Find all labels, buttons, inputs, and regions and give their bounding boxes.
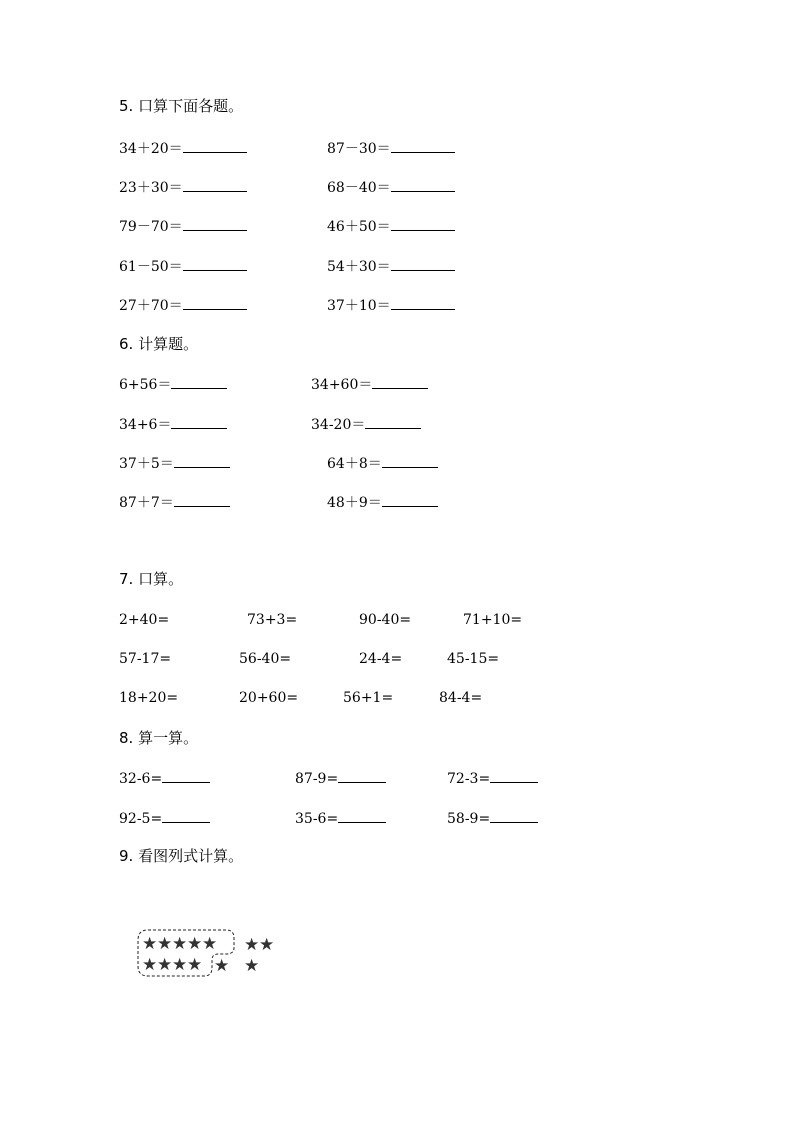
- problem-7-1: 2+40=: [119, 612, 170, 628]
- star-icon: ★: [157, 955, 173, 975]
- answer-blank[interactable]: [171, 374, 227, 389]
- star-icon: ★: [142, 934, 158, 954]
- problem-5-5: 79－70＝: [119, 216, 247, 236]
- problem-6-5: 37＋5＝: [119, 453, 230, 473]
- problem-6-3: 34+6＝: [119, 414, 227, 434]
- problem-8-5: 35-6=: [295, 808, 386, 828]
- answer-blank[interactable]: [382, 453, 438, 468]
- answer-blank[interactable]: [391, 256, 455, 271]
- problem-7-5: 57-17=: [119, 651, 172, 667]
- star-icon: ★: [244, 956, 260, 976]
- star-icon: ★: [214, 956, 230, 976]
- star-icon: ★: [142, 955, 158, 975]
- star-icon: ★: [172, 934, 188, 954]
- answer-blank[interactable]: [391, 216, 455, 231]
- section-6-heading: 6. 计算题。: [119, 335, 199, 353]
- answer-blank[interactable]: [162, 768, 210, 783]
- problem-6-8: 48＋9＝: [327, 492, 438, 512]
- star-icon: ★: [187, 934, 203, 954]
- answer-blank[interactable]: [183, 138, 247, 153]
- answer-blank[interactable]: [183, 177, 247, 192]
- problem-5-2: 87－30＝: [327, 138, 455, 158]
- answer-blank[interactable]: [183, 216, 247, 231]
- section-9-heading: 9. 看图列式计算。: [119, 847, 244, 865]
- problem-6-2: 34+60＝: [311, 374, 428, 394]
- problem-7-12: 84-4=: [439, 690, 483, 706]
- problem-7-3: 90-40=: [359, 612, 412, 628]
- answer-blank[interactable]: [338, 808, 386, 823]
- problem-5-9: 27＋70＝: [119, 295, 247, 315]
- problem-5-3: 23＋30＝: [119, 177, 247, 197]
- problem-8-2: 87-9=: [295, 768, 386, 788]
- answer-blank[interactable]: [382, 492, 438, 507]
- problem-7-6: 56-40=: [239, 651, 292, 667]
- problem-5-4: 68－40＝: [327, 177, 455, 197]
- problem-7-9: 18+20=: [119, 690, 179, 706]
- answer-blank[interactable]: [162, 808, 210, 823]
- problem-5-10: 37＋10＝: [327, 295, 455, 315]
- problem-5-6: 46＋50＝: [327, 216, 455, 236]
- problem-7-2: 73+3=: [247, 612, 298, 628]
- answer-blank[interactable]: [365, 414, 421, 429]
- problem-5-1: 34＋20＝: [119, 138, 247, 158]
- answer-blank[interactable]: [391, 138, 455, 153]
- answer-blank[interactable]: [183, 295, 247, 310]
- problem-5-8: 54＋30＝: [327, 256, 455, 276]
- answer-blank[interactable]: [338, 768, 386, 783]
- problem-7-11: 56+1=: [343, 690, 394, 706]
- answer-blank[interactable]: [490, 768, 538, 783]
- star-icon: ★: [259, 935, 275, 955]
- problem-8-6: 58-9=: [447, 808, 538, 828]
- answer-blank[interactable]: [391, 295, 455, 310]
- star-icon: ★: [172, 955, 188, 975]
- star-icon: ★: [202, 934, 218, 954]
- problem-6-6: 64＋8＝: [327, 453, 438, 473]
- star-icon: ★: [187, 955, 203, 975]
- problem-6-1: 6+56＝: [119, 374, 227, 394]
- problem-7-7: 24-4=: [359, 651, 403, 667]
- answer-blank[interactable]: [174, 492, 230, 507]
- problem-7-4: 71+10=: [463, 612, 523, 628]
- section-7-heading: 7. 口算。: [119, 570, 184, 588]
- star-icon: ★: [244, 935, 260, 955]
- problem-8-1: 32-6=: [119, 768, 210, 788]
- star-icon: ★: [157, 934, 173, 954]
- answer-blank[interactable]: [174, 453, 230, 468]
- problem-7-10: 20+60=: [239, 690, 299, 706]
- answer-blank[interactable]: [171, 414, 227, 429]
- problem-8-3: 72-3=: [447, 768, 538, 788]
- answer-blank[interactable]: [391, 177, 455, 192]
- answer-blank[interactable]: [372, 374, 428, 389]
- problem-6-4: 34-20＝: [311, 414, 421, 434]
- answer-blank[interactable]: [490, 808, 538, 823]
- problem-7-8: 45-15=: [447, 651, 500, 667]
- problem-5-7: 61－50＝: [119, 256, 247, 276]
- problem-6-7: 87＋7＝: [119, 492, 230, 512]
- star-figure: [130, 922, 300, 986]
- section-8-heading: 8. 算一算。: [119, 729, 199, 747]
- answer-blank[interactable]: [183, 256, 247, 271]
- section-5-heading: 5. 口算下面各题。: [119, 97, 244, 115]
- problem-8-4: 92-5=: [119, 808, 210, 828]
